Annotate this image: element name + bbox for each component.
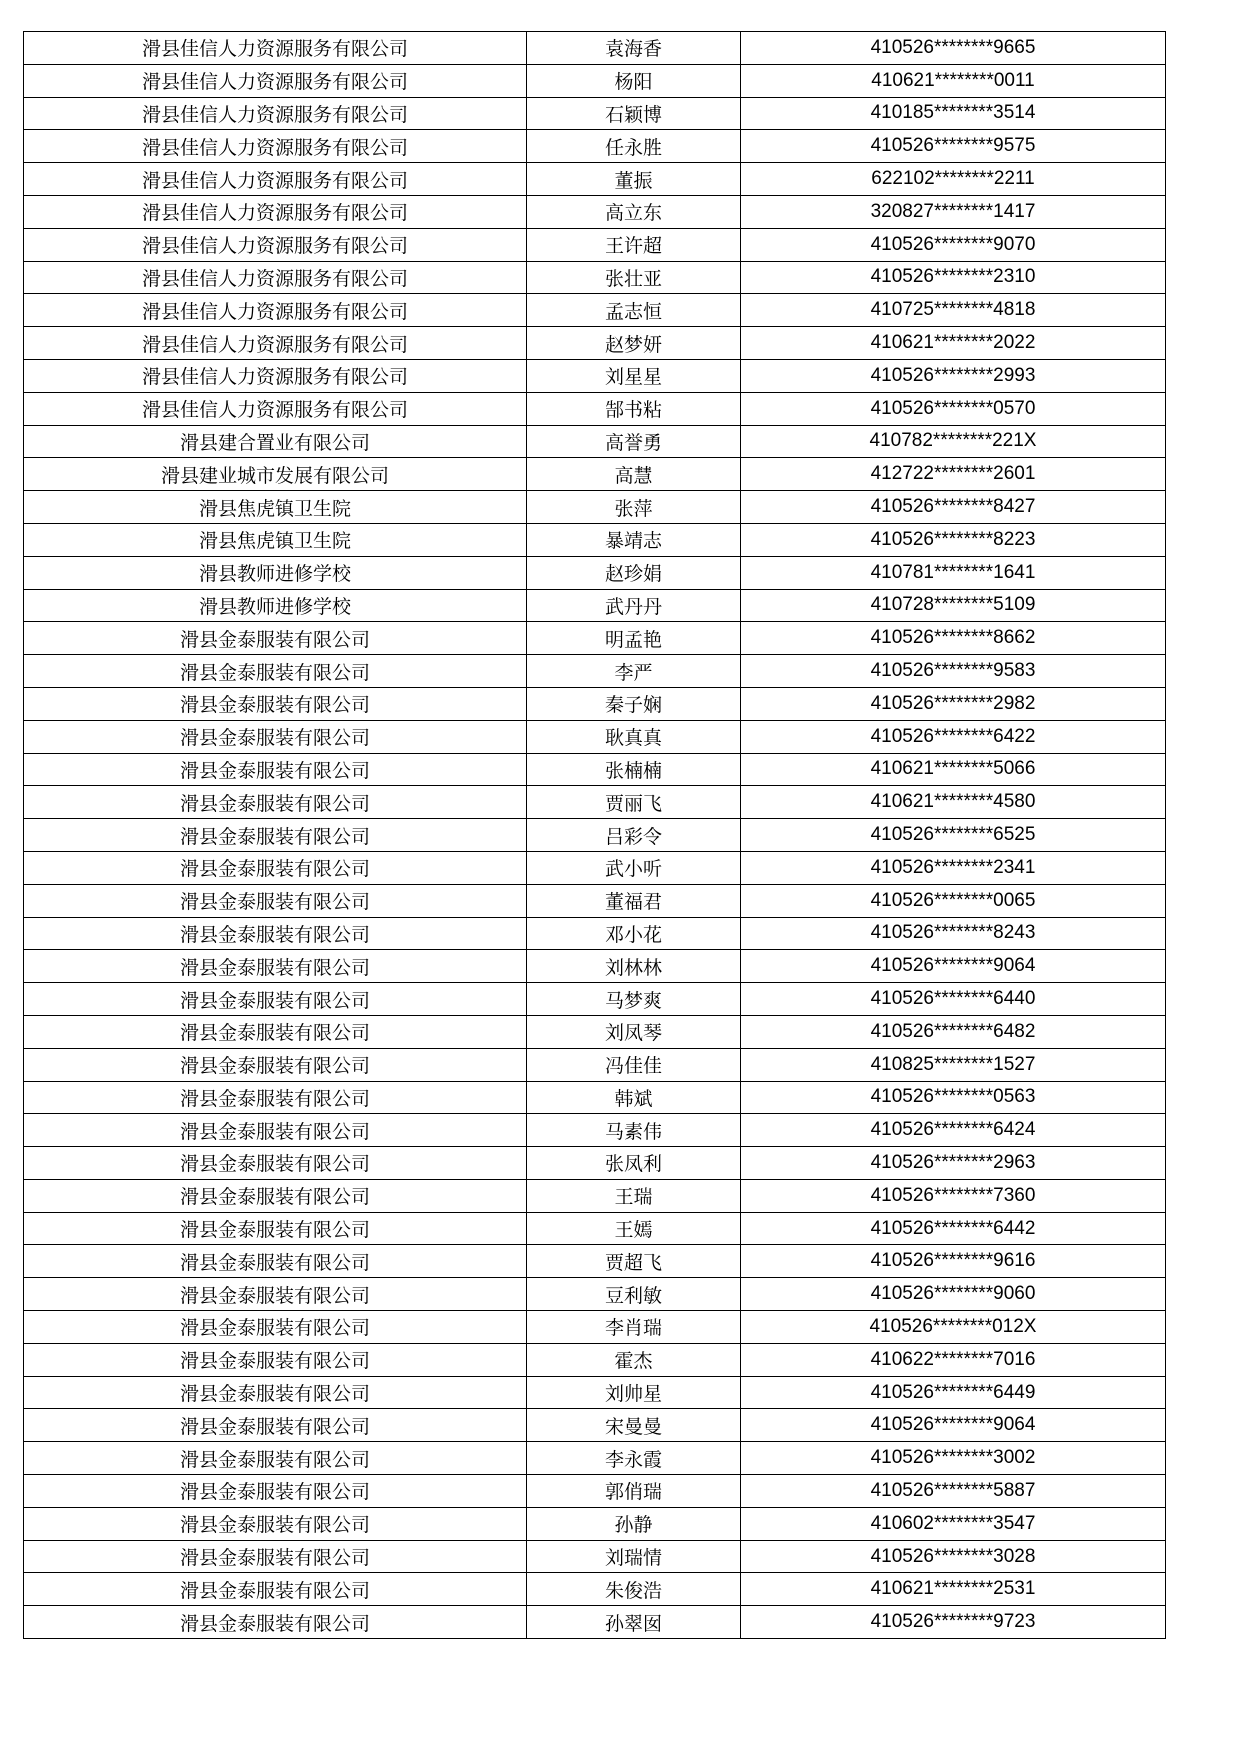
- employer-cell: 滑县金泰服装有限公司: [24, 720, 527, 753]
- name-cell: 李永霞: [527, 1442, 741, 1475]
- id-number-cell: 410526********3002: [741, 1442, 1166, 1475]
- employer-cell: 滑县佳信人力资源服务有限公司: [24, 359, 527, 392]
- id-number-cell: 410526********8427: [741, 491, 1166, 524]
- name-cell: 霍杰: [527, 1343, 741, 1376]
- employer-cell: 滑县金泰服装有限公司: [24, 1278, 527, 1311]
- id-number-cell: 622102********2211: [741, 163, 1166, 196]
- employer-cell: 滑县佳信人力资源服务有限公司: [24, 130, 527, 163]
- id-number-cell: 410781********1641: [741, 556, 1166, 589]
- name-cell: 贾超飞: [527, 1245, 741, 1278]
- id-number-cell: 410526********9723: [741, 1606, 1166, 1639]
- id-number-cell: 410621********2531: [741, 1573, 1166, 1606]
- table-row: [24, 130, 1166, 163]
- name-cell: 高誉勇: [527, 425, 741, 458]
- employer-cell: 滑县焦虎镇卫生院: [24, 523, 527, 556]
- table-row: [24, 359, 1166, 392]
- name-cell: 邓小花: [527, 917, 741, 950]
- name-cell: 董福君: [527, 884, 741, 917]
- employer-cell: 滑县佳信人力资源服务有限公司: [24, 163, 527, 196]
- table-row: [24, 64, 1166, 97]
- id-number-cell: 410621********4580: [741, 786, 1166, 819]
- id-number-cell: 412722********2601: [741, 458, 1166, 491]
- id-number-cell: 320827********1417: [741, 195, 1166, 228]
- table-row: [24, 392, 1166, 425]
- employer-cell: 滑县教师进修学校: [24, 556, 527, 589]
- table-row: [24, 1278, 1166, 1311]
- id-number-cell: 410621********0011: [741, 64, 1166, 97]
- id-number-cell: 410526********9616: [741, 1245, 1166, 1278]
- name-cell: 刘帅星: [527, 1376, 741, 1409]
- table-row: [24, 655, 1166, 688]
- name-cell: 张壮亚: [527, 261, 741, 294]
- employer-cell: 滑县金泰服装有限公司: [24, 1376, 527, 1409]
- table-row: [24, 1606, 1166, 1639]
- id-number-cell: 410526********2310: [741, 261, 1166, 294]
- id-number-cell: 410526********6440: [741, 983, 1166, 1016]
- name-cell: 贾丽飞: [527, 786, 741, 819]
- id-number-cell: 410526********9060: [741, 1278, 1166, 1311]
- employer-cell: 滑县金泰服装有限公司: [24, 851, 527, 884]
- employer-cell: 滑县金泰服装有限公司: [24, 819, 527, 852]
- name-cell: 明孟艳: [527, 622, 741, 655]
- table-row: [24, 1475, 1166, 1508]
- id-number-cell: 410526********9064: [741, 1409, 1166, 1442]
- name-cell: 任永胜: [527, 130, 741, 163]
- id-number-cell: 410526********8223: [741, 523, 1166, 556]
- table-row: [24, 950, 1166, 983]
- employer-cell: 滑县建业城市发展有限公司: [24, 458, 527, 491]
- name-cell: 张楠楠: [527, 753, 741, 786]
- id-number-cell: 410526********2963: [741, 1147, 1166, 1180]
- employer-cell: 滑县金泰服装有限公司: [24, 1475, 527, 1508]
- table-row: [24, 1507, 1166, 1540]
- id-number-cell: 410526********6449: [741, 1376, 1166, 1409]
- id-number-cell: 410622********7016: [741, 1343, 1166, 1376]
- name-cell: 武小听: [527, 851, 741, 884]
- table-row: [24, 261, 1166, 294]
- id-number-cell: 410526********8662: [741, 622, 1166, 655]
- table-row: [24, 556, 1166, 589]
- employer-cell: 滑县金泰服装有限公司: [24, 1343, 527, 1376]
- id-number-cell: 410526********0563: [741, 1081, 1166, 1114]
- employer-cell: 滑县金泰服装有限公司: [24, 1245, 527, 1278]
- table-row: [24, 97, 1166, 130]
- personnel-table-body: [24, 32, 1166, 1639]
- employer-cell: 滑县金泰服装有限公司: [24, 753, 527, 786]
- name-cell: 吕彩令: [527, 819, 741, 852]
- employer-cell: 滑县金泰服装有限公司: [24, 1081, 527, 1114]
- employer-cell: 滑县金泰服装有限公司: [24, 1507, 527, 1540]
- employer-cell: 滑县佳信人力资源服务有限公司: [24, 228, 527, 261]
- employer-cell: 滑县佳信人力资源服务有限公司: [24, 392, 527, 425]
- id-number-cell: 410526********9665: [741, 32, 1166, 65]
- table-row: [24, 786, 1166, 819]
- employer-cell: 滑县金泰服装有限公司: [24, 1540, 527, 1573]
- employer-cell: 滑县金泰服装有限公司: [24, 917, 527, 950]
- name-cell: 冯佳佳: [527, 1048, 741, 1081]
- employer-cell: 滑县佳信人力资源服务有限公司: [24, 294, 527, 327]
- table-row: [24, 687, 1166, 720]
- id-number-cell: 410526********012X: [741, 1311, 1166, 1344]
- employer-cell: 滑县金泰服装有限公司: [24, 950, 527, 983]
- name-cell: 耿真真: [527, 720, 741, 753]
- name-cell: 韩斌: [527, 1081, 741, 1114]
- name-cell: 赵梦妍: [527, 327, 741, 360]
- name-cell: 宋曼曼: [527, 1409, 741, 1442]
- id-number-cell: 410526********0065: [741, 884, 1166, 917]
- name-cell: 张萍: [527, 491, 741, 524]
- id-number-cell: 410526********8243: [741, 917, 1166, 950]
- name-cell: 豆利敏: [527, 1278, 741, 1311]
- table-row: [24, 458, 1166, 491]
- name-cell: 孙静: [527, 1507, 741, 1540]
- table-row: [24, 622, 1166, 655]
- employer-cell: 滑县焦虎镇卫生院: [24, 491, 527, 524]
- employer-cell: 滑县金泰服装有限公司: [24, 1606, 527, 1639]
- id-number-cell: 410526********6424: [741, 1114, 1166, 1147]
- name-cell: 袁海香: [527, 32, 741, 65]
- id-number-cell: 410526********2341: [741, 851, 1166, 884]
- employer-cell: 滑县佳信人力资源服务有限公司: [24, 195, 527, 228]
- employer-cell: 滑县金泰服装有限公司: [24, 1311, 527, 1344]
- table-row: [24, 720, 1166, 753]
- employer-cell: 滑县金泰服装有限公司: [24, 1114, 527, 1147]
- table-row: [24, 1311, 1166, 1344]
- employer-cell: 滑县金泰服装有限公司: [24, 786, 527, 819]
- id-number-cell: 410185********3514: [741, 97, 1166, 130]
- name-cell: 赵珍娟: [527, 556, 741, 589]
- employer-cell: 滑县佳信人力资源服务有限公司: [24, 261, 527, 294]
- name-cell: 武丹丹: [527, 589, 741, 622]
- table-row: [24, 1573, 1166, 1606]
- id-number-cell: 410621********5066: [741, 753, 1166, 786]
- id-number-cell: 410526********9064: [741, 950, 1166, 983]
- employer-cell: 滑县金泰服装有限公司: [24, 1212, 527, 1245]
- name-cell: 郭俏瑞: [527, 1475, 741, 1508]
- id-number-cell: 410526********6482: [741, 1015, 1166, 1048]
- id-number-cell: 410526********0570: [741, 392, 1166, 425]
- table-row: [24, 1409, 1166, 1442]
- name-cell: 董振: [527, 163, 741, 196]
- table-row: [24, 523, 1166, 556]
- name-cell: 秦子娴: [527, 687, 741, 720]
- name-cell: 石颖博: [527, 97, 741, 130]
- employer-cell: 滑县佳信人力资源服务有限公司: [24, 97, 527, 130]
- table-row: [24, 851, 1166, 884]
- id-number-cell: 410621********2022: [741, 327, 1166, 360]
- name-cell: 王许超: [527, 228, 741, 261]
- table-row: [24, 1048, 1166, 1081]
- table-row: [24, 1212, 1166, 1245]
- table-row: [24, 163, 1166, 196]
- name-cell: 刘凤琴: [527, 1015, 741, 1048]
- employer-cell: 滑县金泰服装有限公司: [24, 1015, 527, 1048]
- employer-cell: 滑县金泰服装有限公司: [24, 622, 527, 655]
- table-row: [24, 589, 1166, 622]
- table-row: [24, 195, 1166, 228]
- table-row: [24, 1376, 1166, 1409]
- name-cell: 高立东: [527, 195, 741, 228]
- table-row: [24, 491, 1166, 524]
- id-number-cell: 410602********3547: [741, 1507, 1166, 1540]
- id-number-cell: 410526********6422: [741, 720, 1166, 753]
- id-number-cell: 410526********9575: [741, 130, 1166, 163]
- table-row: [24, 1343, 1166, 1376]
- table-row: [24, 228, 1166, 261]
- employer-cell: 滑县金泰服装有限公司: [24, 1409, 527, 1442]
- name-cell: 刘星星: [527, 359, 741, 392]
- name-cell: 高慧: [527, 458, 741, 491]
- name-cell: 暴靖志: [527, 523, 741, 556]
- employer-cell: 滑县金泰服装有限公司: [24, 1179, 527, 1212]
- id-number-cell: 410725********4818: [741, 294, 1166, 327]
- id-number-cell: 410526********7360: [741, 1179, 1166, 1212]
- employer-cell: 滑县金泰服装有限公司: [24, 1147, 527, 1180]
- table-row: [24, 884, 1166, 917]
- name-cell: 张凤利: [527, 1147, 741, 1180]
- employer-cell: 滑县金泰服装有限公司: [24, 655, 527, 688]
- table-row: [24, 1147, 1166, 1180]
- table-row: [24, 294, 1166, 327]
- employer-cell: 滑县佳信人力资源服务有限公司: [24, 327, 527, 360]
- name-cell: 杨阳: [527, 64, 741, 97]
- table-row: [24, 983, 1166, 1016]
- employer-cell: 滑县金泰服装有限公司: [24, 983, 527, 1016]
- id-number-cell: 410728********5109: [741, 589, 1166, 622]
- id-number-cell: 410825********1527: [741, 1048, 1166, 1081]
- employer-cell: 滑县建合置业有限公司: [24, 425, 527, 458]
- name-cell: 李肖瑞: [527, 1311, 741, 1344]
- employer-cell: 滑县金泰服装有限公司: [24, 1442, 527, 1475]
- employer-cell: 滑县金泰服装有限公司: [24, 1048, 527, 1081]
- table-row: [24, 425, 1166, 458]
- name-cell: 刘林林: [527, 950, 741, 983]
- employer-cell: 滑县教师进修学校: [24, 589, 527, 622]
- table-row: [24, 1081, 1166, 1114]
- name-cell: 郜书粘: [527, 392, 741, 425]
- name-cell: 朱俊浩: [527, 1573, 741, 1606]
- id-number-cell: 410526********6525: [741, 819, 1166, 852]
- table-row: [24, 1442, 1166, 1475]
- id-number-cell: 410526********9583: [741, 655, 1166, 688]
- employer-cell: 滑县金泰服装有限公司: [24, 1573, 527, 1606]
- employer-cell: 滑县佳信人力资源服务有限公司: [24, 64, 527, 97]
- table-row: [24, 1114, 1166, 1147]
- name-cell: 马梦爽: [527, 983, 741, 1016]
- name-cell: 孙翠囡: [527, 1606, 741, 1639]
- personnel-table: [23, 31, 1166, 1639]
- name-cell: 马素伟: [527, 1114, 741, 1147]
- name-cell: 孟志恒: [527, 294, 741, 327]
- name-cell: 王瑞: [527, 1179, 741, 1212]
- table-row: [24, 1015, 1166, 1048]
- id-number-cell: 410526********9070: [741, 228, 1166, 261]
- employer-cell: 滑县金泰服装有限公司: [24, 884, 527, 917]
- table-row: [24, 1179, 1166, 1212]
- name-cell: 李严: [527, 655, 741, 688]
- name-cell: 王嫣: [527, 1212, 741, 1245]
- id-number-cell: 410782********221X: [741, 425, 1166, 458]
- table-row: [24, 1245, 1166, 1278]
- table-row: [24, 753, 1166, 786]
- table-row: [24, 819, 1166, 852]
- id-number-cell: 410526********6442: [741, 1212, 1166, 1245]
- table-row: [24, 32, 1166, 65]
- id-number-cell: 410526********2993: [741, 359, 1166, 392]
- table-row: [24, 1540, 1166, 1573]
- name-cell: 刘瑞情: [527, 1540, 741, 1573]
- id-number-cell: 410526********2982: [741, 687, 1166, 720]
- table-row: [24, 917, 1166, 950]
- employer-cell: 滑县佳信人力资源服务有限公司: [24, 32, 527, 65]
- table-row: [24, 327, 1166, 360]
- id-number-cell: 410526********3028: [741, 1540, 1166, 1573]
- id-number-cell: 410526********5887: [741, 1475, 1166, 1508]
- employer-cell: 滑县金泰服装有限公司: [24, 687, 527, 720]
